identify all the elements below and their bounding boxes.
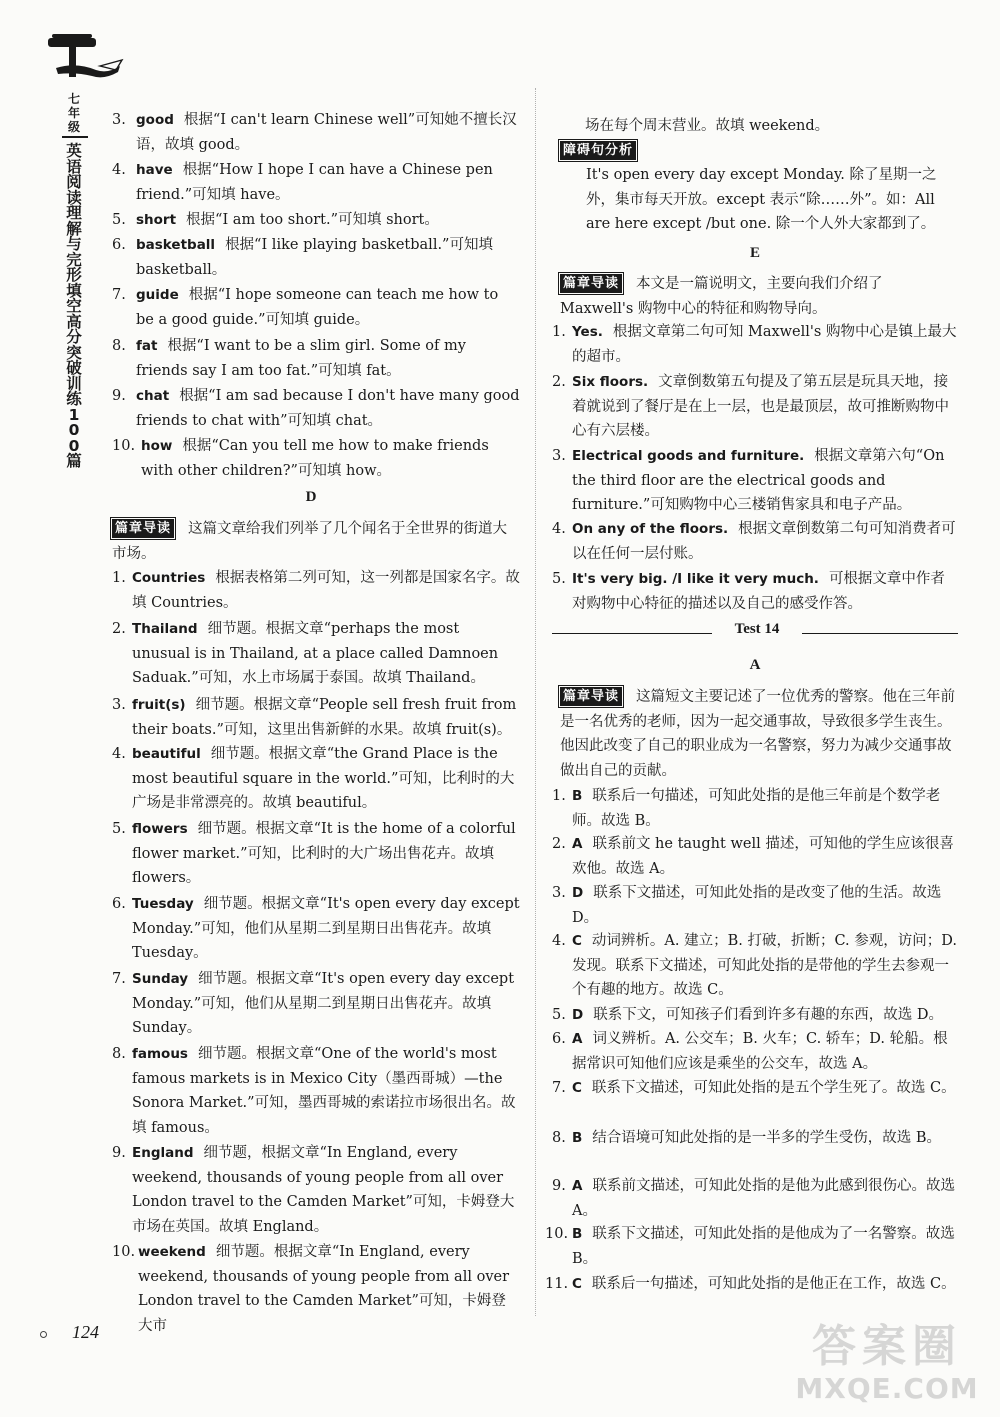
section-e-heading: E xyxy=(749,245,760,261)
section-a-heading: A xyxy=(749,657,761,673)
section-d-heading: D xyxy=(305,489,317,505)
guide-label: 篇章导读 xyxy=(560,274,622,293)
guide-paragraph: 篇章导读 这篇短文主要记述了一位优秀的警察。他在三年前是一名优秀的老师，因为一起交通事故，导致很多学生丧生。他因此改变了自己的职业成为一名警察，努力为减少交通事故做出自己的贡献。 xyxy=(560,689,956,779)
sidebar-book-title: 英语阅读理解与完形填空高分突破训练100篇 xyxy=(66,142,82,470)
guide-label: 篇章导读 xyxy=(560,687,622,706)
watermark-line1: 答案圈 xyxy=(812,1321,962,1372)
column-divider xyxy=(535,88,536,1316)
guide-paragraph: 篇章导读 本文是一篇说明文，主要向我们介绍了 Maxwell's 购物中心的特征和购物导向。 xyxy=(560,276,883,317)
sidebar-divider xyxy=(62,136,88,138)
continued-text: 场在每个周末营业。故填 weekend。 xyxy=(585,118,830,134)
heading-rule-right xyxy=(802,633,958,634)
sidebar-grade: 七年级 xyxy=(67,92,80,134)
analysis-label: 障碍句分析 xyxy=(560,141,636,160)
test-title: Test 14 xyxy=(734,621,780,637)
analysis-paragraph: 障碍句分析 It's open every day except Monday. 除了星期一之外，集市每天开放。except 表示“除……外”。如：All are here except /but one. 除一个人外大家都到了。 xyxy=(560,139,958,164)
page-number: 124 xyxy=(72,1322,99,1342)
guide-paragraph: 篇章导读 这篇文章给我们列举了几个闻名于全世界的街道大市场。 xyxy=(112,521,508,562)
guide-label: 篇章导读 xyxy=(112,519,174,538)
watermark-logo xyxy=(782,1322,992,1414)
header-emblem-icon xyxy=(42,28,124,86)
watermark-line2: MXQE.COM xyxy=(795,1372,979,1405)
heading-rule-left xyxy=(552,633,712,634)
footer-dot xyxy=(40,1331,47,1338)
